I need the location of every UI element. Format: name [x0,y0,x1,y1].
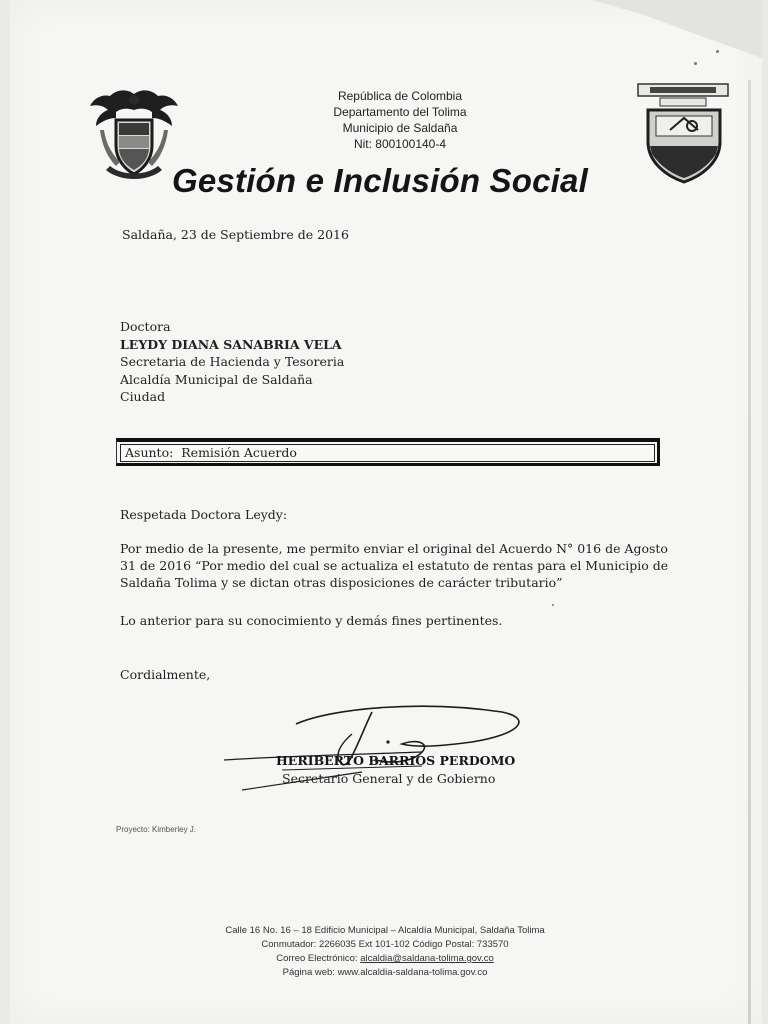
letter-body [120,540,680,591]
recipient-office: Alcaldía Municipal de Saldaña [120,371,313,387]
letterhead-nit: Nit: 800100140-4 [353,137,447,151]
speck [552,604,554,606]
project-note: Proyecto: Kimberley J. [116,825,197,834]
signatory-role: Secretario General y de Gobierno [282,771,496,786]
municipal-seal-icon [636,80,732,184]
recipient-name: LEYDY DIANA SANABRIA VELA [120,336,342,352]
signatory-name: HERIBERTO BARRIOS PERDOMO [276,753,516,768]
letterhead-department: Departamento del Tolima [333,105,467,119]
recipient-block [120,318,344,406]
footer-address: Calle 16 No. 16 – 18 Edificio Municipal – Alcaldía Municipal, Saldaña Tolima [225,925,545,936]
coat-of-arms-icon [86,86,182,186]
body-line: 31 de 2016 “Por medio del cual se actualiza el estatuto de rentas para el Municipio de [120,558,669,573]
letterhead-country: República de Colombia [337,89,463,103]
footer-email-label: Correo Electrónico: [276,953,358,964]
footer [170,924,600,980]
closing-text: Lo anterior para su conocimiento y demás fines pertinentes. [120,613,503,628]
speck [716,50,719,53]
greeting: Respetada Doctora Leydy: [120,507,288,522]
subject-box [120,444,655,462]
page-crease [748,80,751,1024]
recipient-position: Secretaria de Hacienda y Tesoreria [120,354,345,369]
recipient-city: Ciudad [120,389,166,404]
torn-corner [592,0,762,58]
subject-label: Asunto: [125,445,174,460]
handwritten-signature [222,694,532,804]
speck [694,62,697,65]
footer-web[interactable]: Página web: www.alcaldia-saldana-tolima.gov.co [282,967,488,978]
letterhead [270,88,530,152]
office-title: Gestión e Inclusión Social [172,162,588,199]
sign-off: Cordialmente, [120,667,211,682]
letterhead-municipality: Municipio de Saldaña [342,121,458,135]
footer-email-line [170,952,600,966]
subject-value: Remisión Acuerdo [181,445,297,460]
recipient-title: Doctora [120,319,171,334]
letter-date: Saldaña, 23 de Septiembre de 2016 [122,227,349,242]
body-line: Saldaña Tolima y se dictan otras disposiciones de carácter tributario” [120,575,563,590]
footer-phone: Conmutador: 2266035 Ext 101-102 Código Postal: 733570 [261,939,509,950]
footer-email-link[interactable]: alcaldia@saldana-tolima.gov.co [360,953,494,964]
body-line: Por medio de la presente, me permito enviar el original del Acuerdo N° 016 de Agosto [120,541,668,556]
